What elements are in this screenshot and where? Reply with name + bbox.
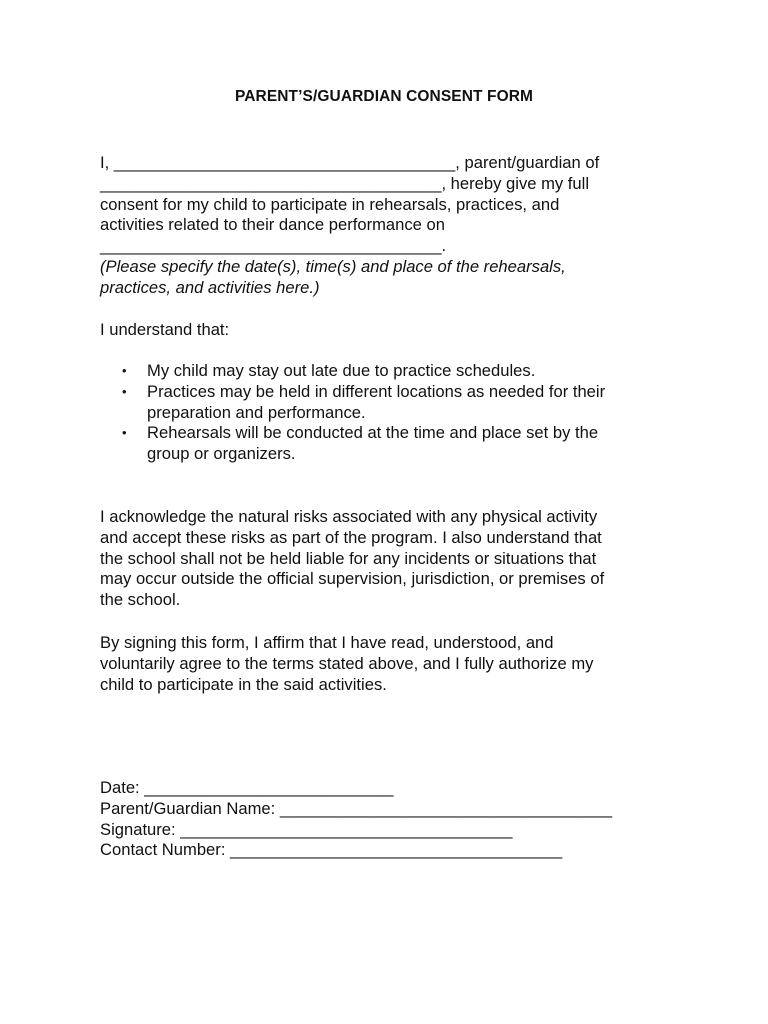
affirmation-line: By signing this form, I affirm that I have read, understood, and xyxy=(100,633,554,652)
bullet-icon: • xyxy=(122,425,127,441)
list-item xyxy=(100,382,660,424)
list-item xyxy=(100,361,660,382)
intro-line: consent for my child to participate in rehearsals, practices, and xyxy=(100,194,560,214)
acknowledgement-line: the school. xyxy=(100,590,181,610)
acknowledgement-paragraph xyxy=(100,507,660,611)
intro-line: _____________________________________, hereby give my full xyxy=(100,173,590,193)
bullet-icon: • xyxy=(122,383,127,399)
acknowledgement-line: the school shall not be held liable for any incidents or situations that xyxy=(100,548,597,568)
list-item-text: Practices may be held in different locations as needed for their xyxy=(147,381,606,401)
understand-heading: I understand that: xyxy=(100,320,230,339)
signature-field[interactable]: Signature: ____________________________________ xyxy=(100,819,513,839)
bullet-icon: • xyxy=(122,363,127,378)
signature-fields xyxy=(100,778,700,861)
intro-line: _____________________________________. xyxy=(100,236,447,256)
contact-number-field[interactable]: Contact Number: ____________________________________ xyxy=(100,840,563,860)
form-title: PARENT’S/GUARDIAN CONSENT FORM xyxy=(234,88,534,105)
list-item-text: My child may stay out late due to practice schedules. xyxy=(147,361,536,380)
understanding-list xyxy=(100,361,660,465)
intro-line: activities related to their dance performance on xyxy=(100,215,445,235)
list-item-text: Rehearsals will be conducted at the time and place set by the xyxy=(147,423,599,443)
acknowledgement-line: I acknowledge the natural risks associated with any physical activity xyxy=(100,507,598,526)
instruction-line: (Please specify the date(s), time(s) and place of the rehearsals, xyxy=(100,256,566,276)
affirmation-line: child to participate in the said activities. xyxy=(100,674,387,694)
acknowledgement-line: may occur outside the official supervision, jurisdiction, or premises of xyxy=(100,569,605,589)
instruction-line: practices, and activities here.) xyxy=(100,277,320,297)
affirmation-paragraph xyxy=(100,633,660,695)
parent-name-field[interactable]: Parent/Guardian Name: ____________________________________ xyxy=(100,798,613,818)
list-item xyxy=(100,423,660,465)
list-item-text: preparation and performance. xyxy=(147,402,366,422)
affirmation-line: voluntarily agree to the terms stated above, and I fully authorize my xyxy=(100,653,594,673)
date-field[interactable]: Date: ___________________________ xyxy=(100,778,394,797)
intro-line: I, _____________________________________, parent/guardian of xyxy=(100,153,600,172)
acknowledgement-line: and accept these risks as part of the program. I also understand that xyxy=(100,527,602,547)
list-item-text: group or organizers. xyxy=(147,444,296,464)
intro-paragraph xyxy=(100,153,660,299)
